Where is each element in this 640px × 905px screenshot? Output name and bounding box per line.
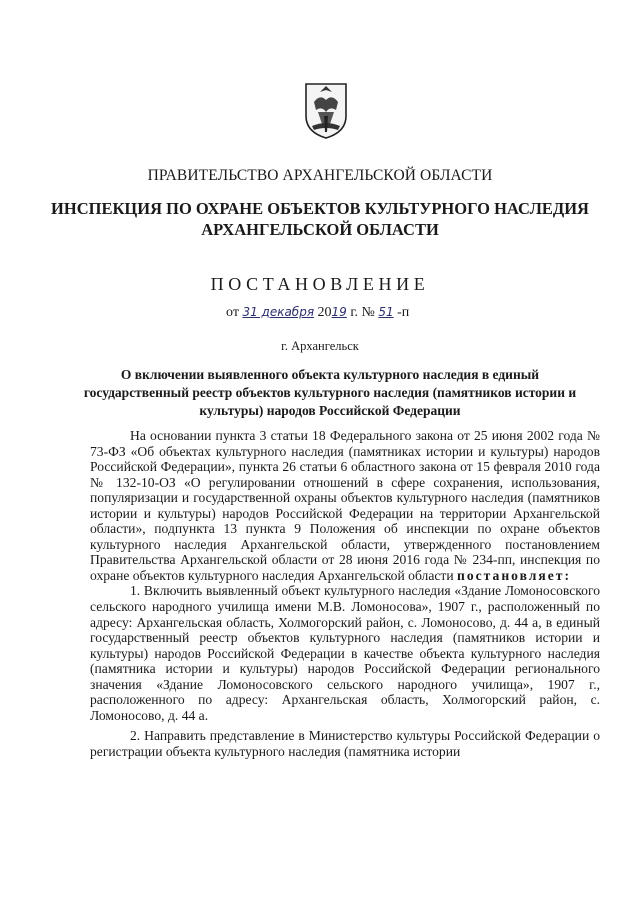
document-body bbox=[90, 428, 600, 759]
body-paragraph-item-2: 2. Направить представление в Министерство культуры Российской Федерации о регистрации объекта культурного наследия (памятника истории bbox=[90, 728, 600, 759]
inspection-name bbox=[0, 198, 640, 240]
document-title: О включении выявленного объекта культурного наследия в единый государственный реестр объектов культурного наследия (памятников истории и культуры) народов Российской Федерации bbox=[83, 367, 577, 418]
document-type: ПОСТАНОВЛЕНИЕ bbox=[210, 274, 430, 294]
number-label: г. № bbox=[350, 305, 375, 320]
document-number-line bbox=[226, 305, 409, 321]
year-prefix: 20 bbox=[317, 305, 332, 320]
number-suffix: -п bbox=[397, 305, 410, 320]
body-paragraph-preamble bbox=[90, 428, 600, 583]
date-prefix: от bbox=[226, 305, 239, 320]
body-paragraph-item-1: 1. Включить выявленный объект культурного наследия «Здание Ломоносовского сельского народного училища имени М.В. Ломоносова», 1907 г., расположенный по адресу: Архангельская область, Холмогорский район, с. Ломоносово, д. 44 а, в единый государственный реестр объектов культурного наследия (памятников истории и культуры) народов Российской Федерации в качестве объекта культурного наследия (памятника истории и культуры) народов Российской Федерации регионального значения «Здание Ломоносовского сельского народного училища», 1907 г., расположенного по адресу: Архангельская область, Холмогорский район, с. Ломоносово, д. 44 а. bbox=[90, 583, 600, 723]
handwritten-number: 51 bbox=[378, 305, 394, 319]
handwritten-year: 19 bbox=[331, 305, 347, 319]
resolution-keyword: постановляет: bbox=[457, 567, 571, 583]
city-name: г. Архангельск bbox=[281, 339, 359, 353]
government-name: ПРАВИТЕЛЬСТВО АРХАНГЕЛЬСКОЙ ОБЛАСТИ bbox=[147, 167, 493, 184]
preamble-text: На основании пункта 3 статьи 18 Федерального закона от 25 июня 2002 года № 73-ФЗ «Об объектах культурного наследия (памятниках истории и культуры) народов Российской Федерации», пункта 26 статьи 6 областного закона от 15 февраля 2010 года № 132-10-ОЗ «О регулировании отношений в сфере сохранения, использования, популяризации и государственной охраны объектов культурного наследия (памятников истории и культуры) народов Российской Федерации на территории Архангельской области», подпункта 13 пункта 9 Положения об инспекции по охране объектов культурного наследия Архангельской области, утвержденного постановлением Правительства Архангельской области от 28 июня 2016 года № 234-пп, инспекция по охране объектов культурного наследия Архангельской области bbox=[90, 428, 600, 583]
handwritten-date: 31 декабря bbox=[242, 305, 315, 319]
coat-of-arms-icon bbox=[300, 80, 352, 140]
inspection-name-line1: ИНСПЕКЦИЯ ПО ОХРАНЕ ОБЪЕКТОВ КУЛЬТУРНОГО НАСЛЕДИЯ bbox=[51, 199, 589, 218]
inspection-name-line2: АРХАНГЕЛЬСКОЙ ОБЛАСТИ bbox=[201, 220, 439, 239]
